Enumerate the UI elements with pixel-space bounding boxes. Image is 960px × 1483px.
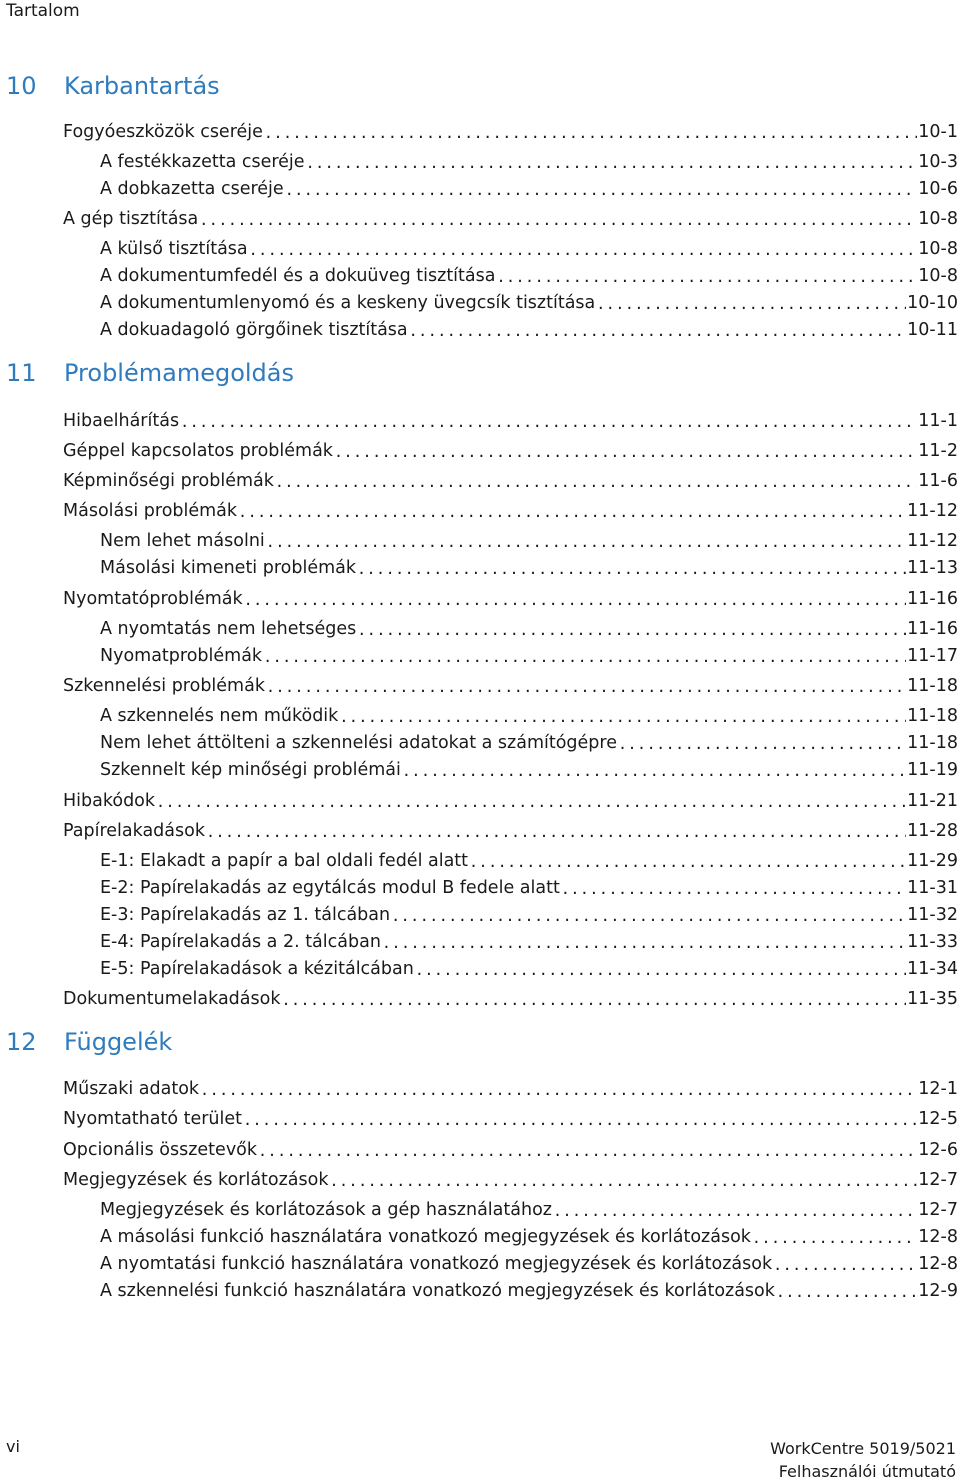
toc-page-number: 12-5 <box>918 1109 958 1129</box>
chapter-number: 12 <box>6 1028 37 1056</box>
toc-entry[interactable] <box>100 1278 958 1302</box>
toc-page-number: 11-31 <box>907 878 958 898</box>
toc-entry[interactable] <box>63 468 958 492</box>
toc-entry-title: Nyomtatóproblémák <box>63 589 243 609</box>
toc-entry[interactable] <box>100 176 958 200</box>
toc-entry[interactable] <box>100 757 958 781</box>
dot-leader <box>238 502 906 522</box>
toc-page-number: 10-8 <box>918 266 958 286</box>
running-header: Tartalom <box>6 1 80 21</box>
toc-page-number: 11-16 <box>907 619 958 639</box>
toc-entry[interactable] <box>100 730 958 754</box>
toc-page-number: 11-17 <box>907 646 958 666</box>
toc-entry[interactable] <box>63 673 958 697</box>
toc-entry-title: A gép tisztítása <box>63 209 199 229</box>
toc-entry-title: A dobkazetta cseréje <box>100 179 284 199</box>
toc-page-number: 11-33 <box>907 932 958 952</box>
toc-entry-title: E-1: Elakadt a papír a bal oldali fedél alatt <box>100 851 469 871</box>
toc-entry[interactable] <box>100 1224 958 1248</box>
toc-entry-title: Másolási problémák <box>63 501 238 521</box>
toc-entry-title: A festékkazetta cseréje <box>100 152 305 172</box>
toc-page-number: 10-6 <box>918 179 958 199</box>
dot-leader <box>382 933 906 953</box>
toc-entry[interactable] <box>63 408 958 432</box>
toc-page-number: 11-18 <box>907 733 958 753</box>
toc-entry[interactable] <box>100 643 958 667</box>
toc-entry[interactable] <box>100 555 958 579</box>
toc-entry-title: Nyomtatható terület <box>63 1109 242 1129</box>
footer-page-number: vi <box>6 1437 20 1456</box>
toc-page-number: 10-1 <box>918 122 958 142</box>
toc-page-number: 11-12 <box>907 531 958 551</box>
toc-page-number: 12-1 <box>918 1079 958 1099</box>
toc-entry-title: Nem lehet másolni <box>100 531 265 551</box>
toc-entry-title: A nyomtatás nem lehetséges <box>100 619 357 639</box>
dot-leader <box>553 1201 917 1221</box>
toc-entry-title: A szkennelés nem működik <box>100 706 339 726</box>
toc-entry[interactable] <box>100 929 958 953</box>
toc-page-number: 11-35 <box>907 989 958 1009</box>
toc-entry-title: Dokumentumelakadások <box>63 989 281 1009</box>
toc-page-number: 11-6 <box>918 471 958 491</box>
dot-leader <box>776 1282 917 1302</box>
toc-entry-title: E-4: Papírelakadás a 2. tálcában <box>100 932 381 952</box>
toc-entry[interactable] <box>63 1167 958 1191</box>
toc-page-number: 12-7 <box>918 1200 958 1220</box>
toc-entry-title: Hibaelhárítás <box>63 411 180 431</box>
toc-entry[interactable] <box>63 206 958 230</box>
toc-page-number: 11-13 <box>907 558 958 578</box>
toc-page-number: 11-28 <box>907 821 958 841</box>
chapter-title: Karbantartás <box>64 72 220 100</box>
dot-leader <box>264 123 917 143</box>
toc-entry-title: Műszaki adatok <box>63 1079 200 1099</box>
toc-page-number: 11-2 <box>918 441 958 461</box>
toc-entry-title: Megjegyzések és korlátozások a gép használatához <box>100 1200 552 1220</box>
toc-entry[interactable] <box>100 263 958 287</box>
dot-leader <box>306 153 918 173</box>
toc-page-number: 11-18 <box>907 676 958 696</box>
dot-leader <box>415 960 906 980</box>
dot-leader <box>329 1171 917 1191</box>
toc-page-number: 11-29 <box>907 851 958 871</box>
toc-entry-title: Szkennelési problémák <box>63 676 265 696</box>
toc-page-number: 11-21 <box>907 791 958 811</box>
dot-leader <box>266 532 906 552</box>
toc-page-number: 10-8 <box>918 239 958 259</box>
dot-leader <box>263 647 906 667</box>
toc-entry-title: E-2: Papírelakadás az egytálcás modul B fedele alatt <box>100 878 560 898</box>
dot-leader <box>402 761 906 781</box>
chapter-title: Problémamegoldás <box>64 359 295 387</box>
chapter-title: Függelék <box>64 1028 173 1056</box>
toc-entry[interactable] <box>100 149 958 173</box>
toc-page-number: 12-6 <box>918 1140 958 1160</box>
dot-leader <box>409 321 906 341</box>
toc-entry[interactable] <box>63 498 958 522</box>
dot-leader <box>618 734 906 754</box>
toc-page-number: 12-9 <box>918 1281 958 1301</box>
dot-leader <box>275 472 917 492</box>
toc-entry-title: A másolási funkció használatára vonatkozó megjegyzések és korlátozások <box>100 1227 751 1247</box>
dot-leader <box>180 412 917 432</box>
toc-entry-title: Nem lehet áttölteni a szkennelési adatokat a számítógépre <box>100 733 617 753</box>
dot-leader <box>243 1110 917 1130</box>
chapter-heading[interactable] <box>6 356 294 390</box>
toc-entry-title: Fogyóeszközök cseréje <box>63 122 263 142</box>
toc-page-number: 11-32 <box>907 905 958 925</box>
toc-entry-title: Másolási kimeneti problémák <box>100 558 356 578</box>
toc-entry-title: Hibakódok <box>63 791 156 811</box>
toc-entry-title: A külső tisztítása <box>100 239 248 259</box>
dot-leader <box>357 559 906 579</box>
toc-entry[interactable] <box>100 1197 958 1221</box>
toc-page-number: 11-34 <box>907 959 958 979</box>
toc-page-number: 11-16 <box>907 589 958 609</box>
toc-entry[interactable] <box>63 818 958 842</box>
footer-guide: Felhasználói útmutató <box>778 1462 956 1481</box>
toc-entry-title: Géppel kapcsolatos problémák <box>63 441 333 461</box>
dot-leader <box>596 294 906 314</box>
chapter-heading[interactable] <box>6 69 220 103</box>
toc-entry[interactable] <box>63 788 958 812</box>
toc-page-number: 10-3 <box>918 152 958 172</box>
toc-entry-title: Papírelakadások <box>63 821 205 841</box>
toc-entry[interactable] <box>63 1106 958 1130</box>
toc-entry-title: A nyomtatási funkció használatára vonatkozó megjegyzések és korlátozások <box>100 1254 773 1274</box>
chapter-heading[interactable] <box>6 1025 172 1059</box>
toc-entry[interactable] <box>63 119 958 143</box>
toc-entry-title: Nyomatproblémák <box>100 646 263 666</box>
toc-page-number: 12-8 <box>918 1227 958 1247</box>
toc-page-number: 11-1 <box>918 411 958 431</box>
toc-page-number: 10-11 <box>907 320 958 340</box>
toc-entry[interactable] <box>63 438 958 462</box>
toc-entry[interactable] <box>63 986 958 1010</box>
dot-leader <box>281 990 906 1010</box>
toc-entry-title: Képminőségi problémák <box>63 471 274 491</box>
toc-entry-title: A dokumentumlenyomó és a keskeny üvegcsík tisztítása <box>100 293 596 313</box>
toc-entry-title: Megjegyzések és korlátozások <box>63 1170 329 1190</box>
toc-entry[interactable] <box>100 902 958 926</box>
dot-leader <box>561 879 906 899</box>
toc-page-number: 11-19 <box>907 760 958 780</box>
dot-leader <box>496 267 917 287</box>
toc-entry[interactable] <box>100 1251 958 1275</box>
toc-entry[interactable] <box>100 616 958 640</box>
dot-leader <box>285 180 918 200</box>
dot-leader <box>244 590 907 610</box>
toc-entry-title: E-5: Papírelakadások a kézitálcában <box>100 959 414 979</box>
toc-entry[interactable] <box>100 290 958 314</box>
dot-leader <box>469 852 906 872</box>
dot-leader <box>391 906 906 926</box>
toc-entry-title: A szkennelési funkció használatára vonatkozó megjegyzések és korlátozások <box>100 1281 775 1301</box>
toc-entry[interactable] <box>100 528 958 552</box>
dot-leader <box>773 1255 917 1275</box>
dot-leader <box>357 620 906 640</box>
toc-entry-title: Opcionális összetevők <box>63 1140 258 1160</box>
dot-leader <box>199 210 917 230</box>
toc-entry-title: A dokuadagoló görgőinek tisztítása <box>100 320 408 340</box>
toc-entry[interactable] <box>100 956 958 980</box>
toc-entry[interactable] <box>100 703 958 727</box>
toc-entry[interactable] <box>63 1076 958 1100</box>
dot-leader <box>249 240 918 260</box>
dot-leader <box>752 1228 917 1248</box>
toc-entry[interactable] <box>100 236 958 260</box>
footer-product-info <box>770 1437 956 1483</box>
dot-leader <box>334 442 917 462</box>
toc-page-number: 10-10 <box>907 293 958 313</box>
toc-entry[interactable] <box>100 848 958 872</box>
dot-leader <box>266 677 906 697</box>
chapter-number: 11 <box>6 359 37 387</box>
toc-entry-title: Szkennelt kép minőségi problémái <box>100 760 401 780</box>
toc-entry[interactable] <box>100 875 958 899</box>
dot-leader <box>156 792 906 812</box>
toc-page-number: 12-7 <box>918 1170 958 1190</box>
toc-page-number: 12-8 <box>918 1254 958 1274</box>
chapter-number: 10 <box>6 72 37 100</box>
footer-product: WorkCentre 5019/5021 <box>770 1439 956 1458</box>
toc-entry[interactable] <box>63 586 958 610</box>
toc-page-number: 10-8 <box>918 209 958 229</box>
toc-page-number: 11-12 <box>907 501 958 521</box>
toc-entry[interactable] <box>63 1137 958 1161</box>
dot-leader <box>206 822 906 842</box>
toc-entry[interactable] <box>100 317 958 341</box>
dot-leader <box>200 1080 917 1100</box>
dot-leader <box>339 707 906 727</box>
dot-leader <box>258 1141 917 1161</box>
toc-page-number: 11-18 <box>907 706 958 726</box>
toc-entry-title: E-3: Papírelakadás az 1. tálcában <box>100 905 391 925</box>
toc-entry-title: A dokumentumfedél és a dokuüveg tisztítása <box>100 266 496 286</box>
